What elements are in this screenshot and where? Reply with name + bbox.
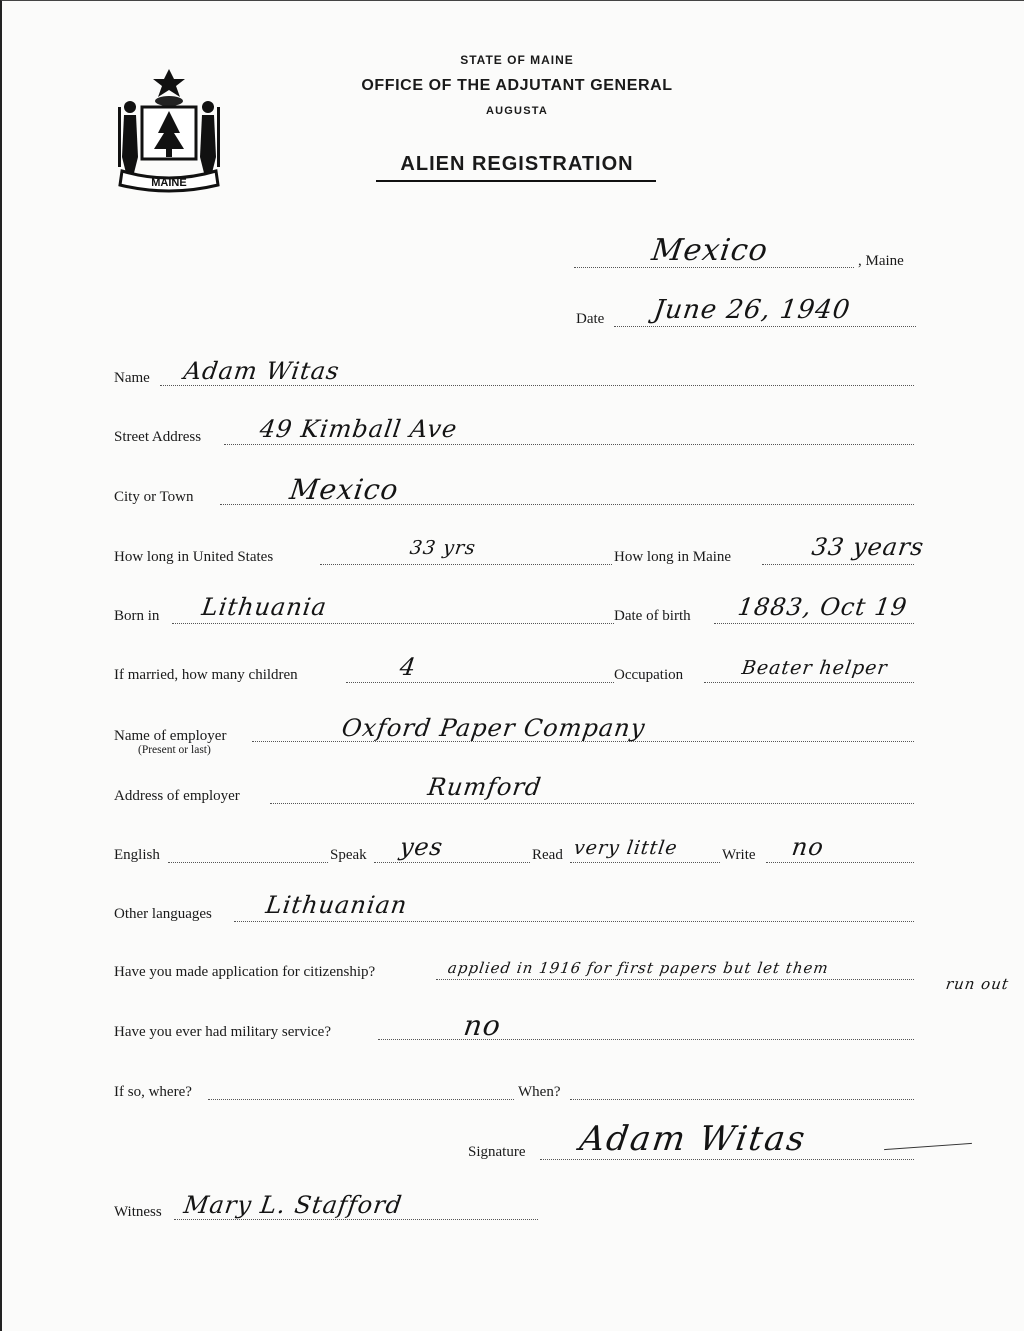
street-label: Street Address — [114, 429, 202, 445]
city-value: Mexico — [287, 473, 401, 506]
name-value: Adam Witas — [182, 357, 342, 385]
witness-label: Witness — [114, 1204, 162, 1220]
date-label: Date — [576, 311, 605, 327]
how-long-us-label: How long in United States — [114, 549, 274, 565]
occupation-line — [704, 682, 914, 683]
dob-label: Date of birth — [614, 608, 691, 624]
employer-sublabel: (Present or last) — [138, 744, 211, 756]
name-label: Name — [114, 370, 150, 386]
speak-label: Speak — [330, 847, 367, 863]
citizenship-value-cont: run out — [944, 975, 1011, 993]
children-line — [346, 682, 614, 683]
how-long-maine-line — [762, 564, 914, 565]
place-value: Mexico — [649, 233, 771, 268]
when-label: When? — [518, 1084, 561, 1100]
signature-flourish — [884, 1143, 972, 1150]
born-in-value: Lithuania — [200, 593, 329, 621]
other-languages-label: Other languages — [114, 906, 212, 922]
children-value: 4 — [398, 653, 419, 681]
military-label: Have you ever had military service? — [114, 1024, 331, 1040]
write-value: no — [790, 833, 826, 861]
date-line — [614, 326, 916, 327]
military-line — [378, 1039, 914, 1040]
witness-value: Mary L. Stafford — [182, 1191, 405, 1219]
where-label: If so, where? — [114, 1084, 192, 1100]
write-line — [766, 862, 914, 863]
where-line — [208, 1099, 514, 1100]
page-title: ALIEN REGISTRATION — [400, 153, 634, 175]
read-value: very little — [572, 837, 680, 859]
citizenship-value: applied in 1916 for first papers but let them — [446, 959, 830, 977]
dob-value: 1883, Oct 19 — [736, 593, 910, 621]
employer-address-value: Rumford — [426, 773, 544, 801]
name-line — [160, 385, 914, 386]
how-long-maine-label: How long in Maine — [614, 549, 732, 565]
signature-value: Adam Witas — [577, 1119, 810, 1159]
english-line — [168, 862, 328, 863]
employer-address-line — [270, 803, 914, 804]
born-in-label: Born in — [114, 608, 160, 624]
date-value: June 26, 1940 — [651, 295, 853, 325]
occupation-label: Occupation — [614, 667, 684, 683]
born-in-line — [172, 623, 614, 624]
city-label: City or Town — [114, 489, 194, 505]
header-city: AUGUSTA — [486, 105, 548, 117]
children-label: If married, how many children — [114, 667, 298, 683]
speak-value: yes — [398, 833, 446, 861]
how-long-us-line — [320, 564, 612, 565]
occupation-value: Beater helper — [740, 657, 890, 679]
other-languages-value: Lithuanian — [264, 891, 410, 919]
header-office: OFFICE OF THE ADJUTANT GENERAL — [361, 77, 673, 94]
read-label: Read — [532, 847, 563, 863]
citizenship-line — [436, 979, 914, 980]
street-line — [224, 444, 914, 445]
employer-label: Name of employer — [114, 728, 227, 744]
signature-line — [540, 1159, 914, 1160]
when-line — [570, 1099, 914, 1100]
other-languages-line — [234, 921, 914, 922]
military-value: no — [461, 1009, 504, 1042]
seal-banner: MAINE — [151, 177, 187, 189]
header-state: STATE OF MAINE — [460, 53, 574, 67]
speak-line — [374, 862, 530, 863]
street-value: 49 Kimball Ave — [258, 415, 460, 443]
employer-address-label: Address of employer — [114, 788, 240, 804]
signature-label: Signature — [468, 1144, 526, 1160]
how-long-us-value: 33 yrs — [408, 537, 478, 559]
citizenship-label: Have you made application for citizenship? — [114, 964, 376, 980]
employer-value: Oxford Paper Company — [340, 714, 648, 742]
read-line — [570, 862, 720, 863]
write-label: Write — [722, 847, 756, 863]
place-suffix: , Maine — [858, 253, 904, 269]
dob-line — [714, 623, 914, 624]
witness-line — [174, 1219, 538, 1220]
how-long-maine-value: 33 years — [810, 533, 926, 561]
english-label: English — [114, 847, 160, 863]
title-underline — [376, 180, 656, 182]
